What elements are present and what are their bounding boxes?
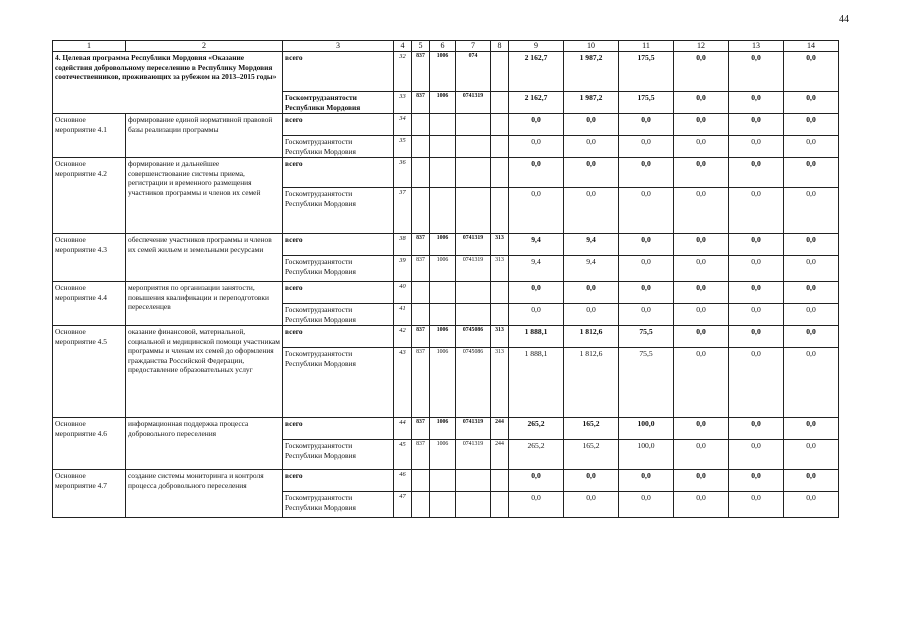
row-index: 38: [394, 234, 412, 256]
amount-cell: 0,0: [784, 188, 839, 234]
budget-code: 0741319: [456, 234, 491, 256]
amount-cell: 0,0: [784, 136, 839, 158]
budget-code: [491, 304, 509, 326]
budget-code: 244: [491, 418, 509, 440]
row-index: 47: [394, 492, 412, 518]
budget-code: 837: [412, 348, 430, 418]
amount-cell: 0,0: [509, 188, 564, 234]
amount-cell: 175,5: [619, 52, 674, 92]
amount-cell: 165,2: [564, 418, 619, 440]
amount-cell: 0,0: [729, 418, 784, 440]
amount-cell: 0,0: [729, 256, 784, 282]
budget-code: [456, 136, 491, 158]
column-number: 12: [674, 41, 729, 52]
budget-code: 1006: [430, 418, 456, 440]
amount-cell: 1 812,6: [564, 326, 619, 348]
total-label: всего: [283, 282, 394, 304]
amount-cell: 0,0: [729, 234, 784, 256]
total-label: всего: [283, 470, 394, 492]
amount-cell: 0,0: [564, 136, 619, 158]
budget-code: [412, 282, 430, 304]
budget-code: [412, 158, 430, 188]
column-number: 10: [564, 41, 619, 52]
budget-code: [491, 188, 509, 234]
budget-code: [456, 492, 491, 518]
row-index: 46: [394, 470, 412, 492]
amount-cell: 0,0: [674, 92, 729, 114]
amount-cell: 9,4: [564, 256, 619, 282]
budget-code: [491, 492, 509, 518]
budget-code: 0741319: [456, 418, 491, 440]
responsible-executor: Госкомтрудзанятости Республики Мордовия: [283, 492, 394, 518]
amount-cell: 0,0: [729, 440, 784, 470]
amount-cell: 100,0: [619, 418, 674, 440]
amount-cell: 9,4: [509, 234, 564, 256]
amount-cell: 0,0: [729, 348, 784, 418]
amount-cell: 0,0: [674, 114, 729, 136]
table-row: [53, 158, 839, 188]
budget-code: [491, 136, 509, 158]
budget-code: 837: [412, 418, 430, 440]
total-label: всего: [283, 326, 394, 348]
budget-code: 837: [412, 326, 430, 348]
row-index: 32: [394, 52, 412, 92]
amount-cell: 0,0: [729, 188, 784, 234]
table-row: [53, 282, 839, 304]
amount-cell: 0,0: [729, 326, 784, 348]
budget-code: [456, 282, 491, 304]
amount-cell: 0,0: [619, 256, 674, 282]
amount-cell: 0,0: [564, 188, 619, 234]
amount-cell: 0,0: [784, 256, 839, 282]
table-row: [53, 114, 839, 136]
amount-cell: 0,0: [564, 158, 619, 188]
amount-cell: 0,0: [729, 282, 784, 304]
amount-cell: 0,0: [784, 348, 839, 418]
budget-code: 074: [456, 52, 491, 92]
column-number: 1: [53, 41, 126, 52]
row-index: 43: [394, 348, 412, 418]
column-number: 9: [509, 41, 564, 52]
measure-label: Основное мероприятие 4.4: [53, 282, 126, 326]
column-number: 4: [394, 41, 412, 52]
budget-code: 0745086: [456, 326, 491, 348]
amount-cell: 0,0: [784, 304, 839, 326]
amount-cell: 0,0: [674, 136, 729, 158]
budget-code: [456, 304, 491, 326]
amount-cell: 0,0: [784, 470, 839, 492]
amount-cell: 0,0: [564, 492, 619, 518]
budget-code: [491, 52, 509, 92]
amount-cell: 0,0: [564, 282, 619, 304]
amount-cell: 0,0: [619, 470, 674, 492]
measure-label: Основное мероприятие 4.3: [53, 234, 126, 282]
amount-cell: 265,2: [509, 418, 564, 440]
amount-cell: 0,0: [784, 92, 839, 114]
amount-cell: 0,0: [729, 52, 784, 92]
amount-cell: 9,4: [564, 234, 619, 256]
budget-code: [430, 158, 456, 188]
row-index: 33: [394, 92, 412, 114]
measure-label: Основное мероприятие 4.1: [53, 114, 126, 158]
budget-code: [456, 158, 491, 188]
measure-description: оказание финансовой, материальной, социальной и медицинской помощи участникам программы и членам их семей до оформления гражданства Российской Федерации, предоставление образовательных услуг: [126, 326, 283, 418]
responsible-executor: Госкомтрудзанятости Республики Мордовия: [283, 188, 394, 234]
amount-cell: 0,0: [729, 158, 784, 188]
budget-code: [491, 282, 509, 304]
responsible-executor: Госкомтрудзанятости Республики Мордовия: [283, 136, 394, 158]
table-row: [53, 234, 839, 256]
budget-code: 837: [412, 92, 430, 114]
budget-code: 0741319: [456, 440, 491, 470]
total-label: всего: [283, 52, 394, 92]
amount-cell: 0,0: [784, 234, 839, 256]
column-number: 13: [729, 41, 784, 52]
amount-cell: 0,0: [509, 114, 564, 136]
column-number: 8: [491, 41, 509, 52]
budget-code: [412, 470, 430, 492]
row-index: 45: [394, 440, 412, 470]
column-number: 11: [619, 41, 674, 52]
budget-code: [491, 114, 509, 136]
amount-cell: 75,5: [619, 348, 674, 418]
budget-code: 244: [491, 440, 509, 470]
amount-cell: 2 162,7: [509, 52, 564, 92]
measure-label: Основное мероприятие 4.7: [53, 470, 126, 518]
budget-code: 0741319: [456, 92, 491, 114]
budget-code: 313: [491, 256, 509, 282]
amount-cell: 0,0: [619, 136, 674, 158]
amount-cell: 0,0: [619, 234, 674, 256]
amount-cell: 0,0: [674, 256, 729, 282]
row-index: 42: [394, 326, 412, 348]
budget-code: 313: [491, 234, 509, 256]
amount-cell: 2 162,7: [509, 92, 564, 114]
responsible-executor: Госкомтрудзанятости Республики Мордовия: [283, 92, 394, 114]
budget-code: [456, 114, 491, 136]
amount-cell: 0,0: [509, 282, 564, 304]
budget-code: [491, 470, 509, 492]
budget-code: 1006: [430, 52, 456, 92]
budget-code: [430, 114, 456, 136]
responsible-executor: Госкомтрудзанятости Республики Мордовия: [283, 304, 394, 326]
amount-cell: 0,0: [674, 52, 729, 92]
budget-code: [456, 188, 491, 234]
budget-code: 837: [412, 52, 430, 92]
amount-cell: 0,0: [619, 304, 674, 326]
measure-description: формирование единой нормативной правовой базы реализации программы: [126, 114, 283, 158]
measure-label: Основное мероприятие 4.5: [53, 326, 126, 418]
amount-cell: 0,0: [674, 492, 729, 518]
amount-cell: 0,0: [564, 470, 619, 492]
row-index: 36: [394, 158, 412, 188]
amount-cell: 0,0: [619, 158, 674, 188]
amount-cell: 0,0: [729, 92, 784, 114]
row-index: 34: [394, 114, 412, 136]
budget-code: [412, 114, 430, 136]
program-title: 4. Целевая программа Республики Мордовия «Оказание содействия добровольному переселению в Республику Мордовия соотечественников, проживающих за рубежом на 2013–2015 годы»: [53, 52, 283, 114]
budget-code: [430, 470, 456, 492]
budget-code: [456, 470, 491, 492]
budget-code: 1006: [430, 440, 456, 470]
budget-code: 1006: [430, 92, 456, 114]
measure-label: Основное мероприятие 4.6: [53, 418, 126, 470]
amount-cell: 0,0: [784, 326, 839, 348]
amount-cell: 0,0: [674, 188, 729, 234]
amount-cell: 0,0: [674, 418, 729, 440]
column-number: 2: [126, 41, 283, 52]
amount-cell: 0,0: [674, 440, 729, 470]
amount-cell: 165,2: [564, 440, 619, 470]
amount-cell: 0,0: [564, 304, 619, 326]
budget-code: 1006: [430, 256, 456, 282]
amount-cell: 0,0: [674, 326, 729, 348]
budget-code: 313: [491, 326, 509, 348]
amount-cell: 9,4: [509, 256, 564, 282]
amount-cell: 0,0: [674, 282, 729, 304]
total-label: всего: [283, 418, 394, 440]
row-index: 37: [394, 188, 412, 234]
column-number: 14: [784, 41, 839, 52]
amount-cell: 100,0: [619, 440, 674, 470]
responsible-executor: Госкомтрудзанятости Республики Мордовия: [283, 348, 394, 418]
table-row: [53, 470, 839, 492]
budget-code: [412, 304, 430, 326]
measure-label: Основное мероприятие 4.2: [53, 158, 126, 234]
row-index: 40: [394, 282, 412, 304]
budget-code: 837: [412, 440, 430, 470]
measure-description: обеспечение участников программы и членов их семей жильем и земельными ресурсами: [126, 234, 283, 282]
amount-cell: 0,0: [619, 282, 674, 304]
amount-cell: 0,0: [509, 470, 564, 492]
budget-code: [430, 492, 456, 518]
amount-cell: 265,2: [509, 440, 564, 470]
budget-code: 0745086: [456, 348, 491, 418]
page-number: 44: [839, 14, 849, 25]
budget-code: [430, 136, 456, 158]
budget-code: [491, 158, 509, 188]
amount-cell: 0,0: [729, 136, 784, 158]
amount-cell: 0,0: [509, 492, 564, 518]
budget-code: [430, 304, 456, 326]
budget-code: 1006: [430, 326, 456, 348]
responsible-executor: Госкомтрудзанятости Республики Мордовия: [283, 440, 394, 470]
budget-code: 1006: [430, 348, 456, 418]
amount-cell: 1 987,2: [564, 92, 619, 114]
amount-cell: 0,0: [674, 234, 729, 256]
column-number-row: [53, 41, 839, 52]
table-body: [53, 41, 839, 518]
amount-cell: 1 812,6: [564, 348, 619, 418]
total-label: всего: [283, 114, 394, 136]
amount-cell: 0,0: [564, 114, 619, 136]
budget-code: [430, 282, 456, 304]
row-index: 44: [394, 418, 412, 440]
budget-code: [491, 92, 509, 114]
column-number: 5: [412, 41, 430, 52]
row-index: 39: [394, 256, 412, 282]
amount-cell: 0,0: [729, 114, 784, 136]
budget-code: 837: [412, 234, 430, 256]
table-row: [53, 52, 839, 92]
budget-code: [412, 188, 430, 234]
budget-code: 837: [412, 256, 430, 282]
total-label: всего: [283, 158, 394, 188]
measure-description: создание системы мониторинга и контроля процесса добровольного переселения: [126, 470, 283, 518]
budget-code: [412, 492, 430, 518]
amount-cell: 0,0: [509, 158, 564, 188]
amount-cell: 1 987,2: [564, 52, 619, 92]
table-row: [53, 418, 839, 440]
amount-cell: 0,0: [619, 492, 674, 518]
amount-cell: 0,0: [729, 470, 784, 492]
amount-cell: 0,0: [784, 158, 839, 188]
amount-cell: 1 888,1: [509, 326, 564, 348]
amount-cell: 0,0: [784, 114, 839, 136]
row-index: 35: [394, 136, 412, 158]
responsible-executor: Госкомтрудзанятости Республики Мордовия: [283, 256, 394, 282]
amount-cell: 0,0: [509, 304, 564, 326]
budget-table: [52, 40, 839, 518]
amount-cell: 0,0: [729, 304, 784, 326]
amount-cell: 0,0: [509, 136, 564, 158]
measure-description: информационная поддержка процесса добровольного переселения: [126, 418, 283, 470]
amount-cell: 0,0: [674, 158, 729, 188]
column-number: 7: [456, 41, 491, 52]
budget-code: 313: [491, 348, 509, 418]
amount-cell: 1 888,1: [509, 348, 564, 418]
amount-cell: 0,0: [784, 418, 839, 440]
budget-code: 0741319: [456, 256, 491, 282]
amount-cell: 0,0: [784, 492, 839, 518]
amount-cell: 0,0: [784, 282, 839, 304]
budget-code: [430, 188, 456, 234]
amount-cell: 175,5: [619, 92, 674, 114]
table-row: [53, 326, 839, 348]
amount-cell: 0,0: [619, 114, 674, 136]
budget-code: [412, 136, 430, 158]
amount-cell: 0,0: [674, 348, 729, 418]
row-index: 41: [394, 304, 412, 326]
amount-cell: 0,0: [674, 304, 729, 326]
budget-code: 1006: [430, 234, 456, 256]
amount-cell: 0,0: [729, 492, 784, 518]
amount-cell: 0,0: [674, 470, 729, 492]
measure-description: мероприятия по организации занятости, повышения квалификации и переподготовки переселенцев: [126, 282, 283, 326]
amount-cell: 0,0: [784, 440, 839, 470]
column-number: 6: [430, 41, 456, 52]
amount-cell: 75,5: [619, 326, 674, 348]
measure-description: формирование и дальнейшее совершенствование системы приема, регистрации и временного размещения участников программы и членов их семей: [126, 158, 283, 234]
total-label: всего: [283, 234, 394, 256]
amount-cell: 0,0: [784, 52, 839, 92]
amount-cell: 0,0: [619, 188, 674, 234]
column-number: 3: [283, 41, 394, 52]
